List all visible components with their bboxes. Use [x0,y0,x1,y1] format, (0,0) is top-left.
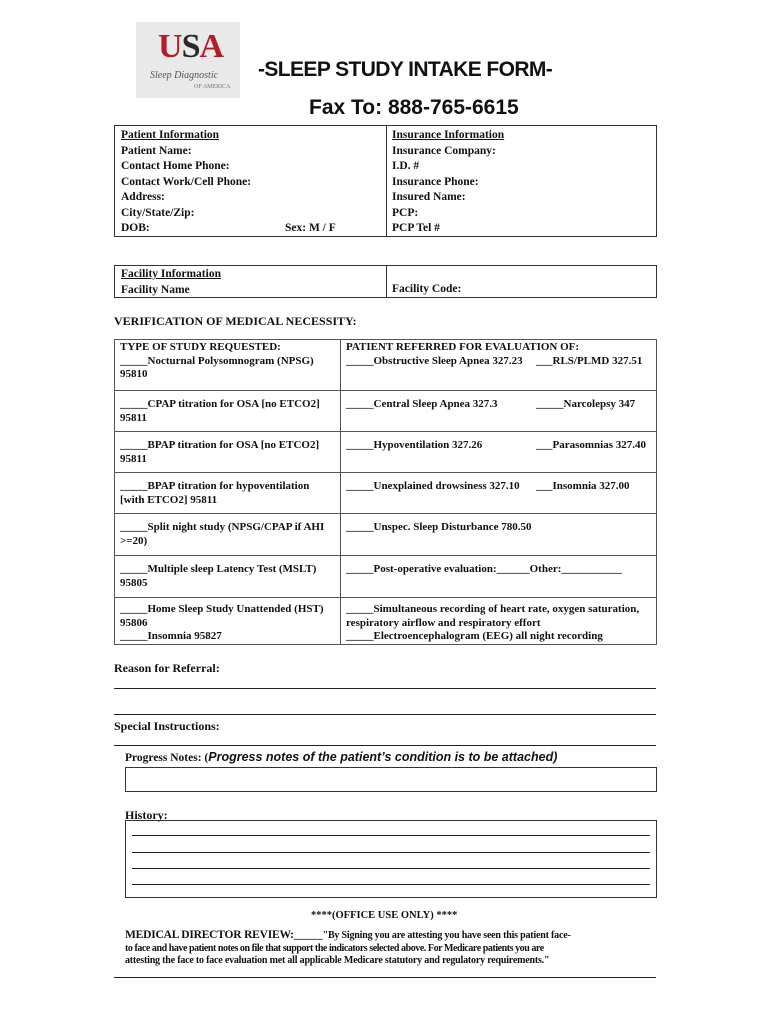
referral-cell-5 [340,513,657,556]
referral-option[interactable]: _____Post-operative evaluation:______Other:___________ [346,563,622,575]
study-cell-7 [114,597,341,645]
referral-option[interactable]: _____Central Sleep Apnea 327.3 [346,398,498,410]
study-option[interactable]: _____BPAP titration for OSA [no ETCO2] [120,439,320,451]
director-review-block [125,929,665,968]
verification-heading: VERIFICATION OF MEDICAL NECESSITY: [114,314,357,328]
referral-option[interactable]: ___RLS/PLMD 327.51 [536,354,643,367]
logo-letters: USA [158,28,224,65]
reason-label: Reason for Referral: [114,661,220,675]
referral-cell-3 [340,431,657,473]
facility-name-field[interactable]: Facility Name [121,283,190,296]
history-box[interactable] [125,820,657,898]
study-cell-5 [114,513,341,556]
study-cell-1 [114,339,341,391]
home-phone-field[interactable]: Contact Home Phone: [121,160,230,172]
referral-cell-6 [340,555,657,598]
patient-insurance-box [114,125,657,237]
referral-option[interactable]: _____Hypoventilation 327.26 [346,439,483,451]
referral-option[interactable]: ___Parasomnias 327.40 [536,439,646,451]
study-option[interactable]: _____Multiple sleep Latency Test (MSLT) [120,563,317,575]
dob-field[interactable]: DOB: [121,222,150,234]
study-cell-6 [114,555,341,598]
pcp-field[interactable]: PCP: [392,206,419,219]
referral-option[interactable]: _____Unspec. Sleep Disturbance 780.50 [346,521,532,533]
director-review-text-3: attesting the face to face evaluation met all applicable Medicare statutory and regulatory requirements." [125,955,550,966]
study-cell-4 [114,472,341,514]
company-logo [136,22,240,98]
study-code: [with ETCO2] 95811 [120,493,218,506]
study-option[interactable]: _____BPAP titration for hypoventilation [120,480,310,492]
insurance-company-field[interactable]: Insurance Company: [392,144,496,157]
special-instructions-label: Special Instructions: [114,719,220,733]
address-field[interactable]: Address: [121,191,165,203]
logo-tagline: Sleep Diagnostic [150,70,219,81]
insurance-section [392,128,652,237]
referral-option[interactable]: _____Narcolepsy 347 [536,398,636,410]
form-title: -SLEEP STUDY INTAKE FORM- [258,58,553,81]
study-code: 95811 [120,411,147,424]
study-type-heading: TYPE OF STUDY REQUESTED: [120,341,281,353]
study-option[interactable]: _____Split night study (NPSG/CPAP if AHI [120,521,325,533]
cell-phone-field[interactable]: Contact Work/Cell Phone: [121,175,252,188]
logo-subtag: OF AMERICA [194,84,231,90]
study-option[interactable]: _____Home Sleep Study Unattended (HST) [120,603,324,615]
facility-code-field[interactable]: Facility Code: [392,283,462,295]
facility-heading: Facility Information [121,268,221,280]
insurance-heading: Insurance Information [392,129,505,141]
referral-heading: PATIENT REFERRED FOR EVALUATION OF: [346,341,580,353]
referral-cell-7 [340,597,657,645]
insurance-phone-field[interactable]: Insurance Phone: [392,175,479,188]
referral-option[interactable]: _____Obstructive Sleep Apnea 327.23 [346,354,523,367]
signature-line[interactable] [114,977,656,978]
insured-name-field[interactable]: Insured Name: [392,191,466,203]
referral-option[interactable]: _____Simultaneous recording of heart rate, oxygen saturation, [346,603,640,615]
progress-notes-label: Progress Notes: (Progress notes of the patient’s condition is to be attached) [125,750,558,764]
study-code: 95805 [120,576,148,589]
city-state-zip-field[interactable]: City/State/Zip: [121,206,195,219]
referral-option-cont: respiratory airflow and respiratory effort [346,616,541,629]
office-use-heading: ****(OFFICE USE ONLY) **** [311,910,458,921]
pcp-tel-field[interactable]: PCP Tel # [392,222,440,234]
study-cell-2 [114,390,341,432]
referral-option[interactable]: _____Electroencephalogram (EEG) all night recording [346,630,603,642]
referral-cell-2 [340,390,657,432]
study-code: >=20) [120,534,148,547]
insurance-id-field[interactable]: I.D. # [392,160,420,172]
study-code: 95811 [120,452,147,465]
study-option[interactable]: _____CPAP titration for OSA [no ETCO2] [120,398,320,410]
study-cell-3 [114,431,341,473]
director-review-label: MEDICAL DIRECTOR REVIEW: [125,929,294,941]
director-review-blank[interactable]: ______ [293,930,323,941]
sex-field[interactable]: Sex: M / F [285,222,336,234]
director-review-text-2: to face and have patient notes on file that support the indicators selected above. For Medicare patients you are [125,942,544,954]
facility-box [114,265,657,298]
study-code: 95806 [120,616,148,629]
reason-line[interactable] [114,688,656,689]
referral-option[interactable]: ___Insomnia 327.00 [536,480,630,492]
referral-cell-4 [340,472,657,514]
patient-section [121,128,381,237]
referral-option[interactable]: _____Unexplained drowsiness 327.10 [346,480,520,492]
referral-cell-1 [340,339,657,391]
reason-line[interactable] [114,714,656,715]
fax-number: Fax To: 888-765-6615 [309,96,519,119]
special-instructions-line[interactable] [114,745,656,746]
progress-notes-box[interactable] [125,767,657,792]
history-label: History: [125,808,168,822]
study-option[interactable]: _____Insomnia 95827 [120,630,222,642]
director-review-text: "By Signing you are attesting you have seen this patient face- [322,930,571,941]
study-code: 95810 [120,368,148,380]
patient-heading: Patient Information [121,129,220,141]
study-option[interactable]: _____Nocturnal Polysomnogram (NPSG) [120,354,314,367]
patient-name-field[interactable]: Patient Name: [121,144,192,157]
facility-section [121,267,221,298]
